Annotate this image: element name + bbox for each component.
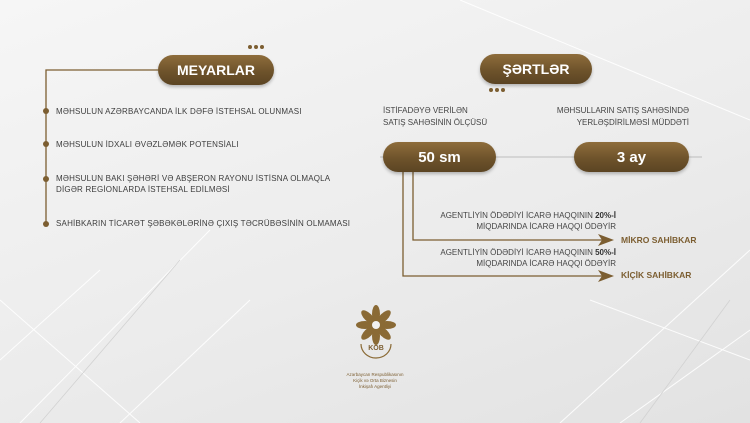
duration-label-line-1: MƏHSULLARIN SATIŞ SAHƏSİNDƏ (556, 106, 689, 115)
criteria-item-3-line-1: MƏHSULUN BAKI ŞƏHƏRİ VƏ ABŞERON RAYONU İSTİSNA OLMAQLA (56, 174, 331, 183)
duration-label-line-2: YERLƏŞDİRİLMƏSİ MÜDDƏTİ (576, 118, 689, 127)
criteria-item-3-line-2: DİGƏR REGİONLARDA İSTEHSAL EDİLMƏSİ (56, 185, 230, 194)
conditions-heading: ŞƏRTLƏR (480, 54, 592, 84)
rent-2-prefix: AGENTLİYİN ÖDƏDİYİ İCARƏ HAQQININ (440, 248, 596, 257)
size-value-badge: 50 sm (383, 142, 496, 172)
agency-name-line-2: Kiçik və Orta Biznesin (353, 378, 397, 383)
rent-1-prefix: AGENTLİYİN ÖDƏDİYİ İCARƏ HAQQININ (440, 211, 596, 220)
criteria-item-2: MƏHSULUN İDXALI ƏVƏZLƏMƏK POTENSİALI (56, 140, 239, 149)
micro-entrepreneur-label: MİKRO SAHİBKAR (621, 235, 697, 245)
rent-2-line-1 (400, 248, 616, 258)
rent-1-line-1 (400, 211, 616, 221)
size-label-line-2: SATIŞ SAHƏSİNİN ÖLÇÜSÜ (383, 118, 488, 127)
duration-value-badge: 3 ay (574, 142, 689, 172)
rent-2-line-2: MİQDARINDA İCARƏ HAQQI ÖDƏYİR (476, 259, 616, 268)
agency-name-line-1: Azərbaycan Respublikasının (346, 372, 404, 377)
rent-1-line-2: MİQDARINDA İCARƏ HAQQI ÖDƏYİR (476, 222, 616, 231)
size-label-line-1: İSTİFADƏYƏ VERİLƏN (383, 106, 468, 115)
kob-emblem-text: KOB (368, 345, 384, 352)
small-entrepreneur-label: KİÇİK SAHİBKAR (621, 270, 692, 280)
criteria-heading: MEYARLAR (158, 55, 274, 85)
rent-2-percent: 50%-İ (595, 248, 616, 257)
kob-emblem-ring (357, 338, 395, 372)
criteria-item-1: MƏHSULUN AZƏRBAYCANDA İLK DƏFƏ İSTEHSAL OLUNMASI (56, 107, 302, 116)
agency-name-line-3: İnkişafı Agentliyi (358, 384, 392, 389)
rent-1-percent: 20%-İ (595, 211, 616, 220)
agency-name (335, 372, 415, 390)
criteria-item-4: SAHİBKARIN TİCARƏT ŞƏBƏKƏLƏRİNƏ ÇIXIŞ TƏCRÜBƏSİNİN OLMAMASI (56, 219, 351, 228)
